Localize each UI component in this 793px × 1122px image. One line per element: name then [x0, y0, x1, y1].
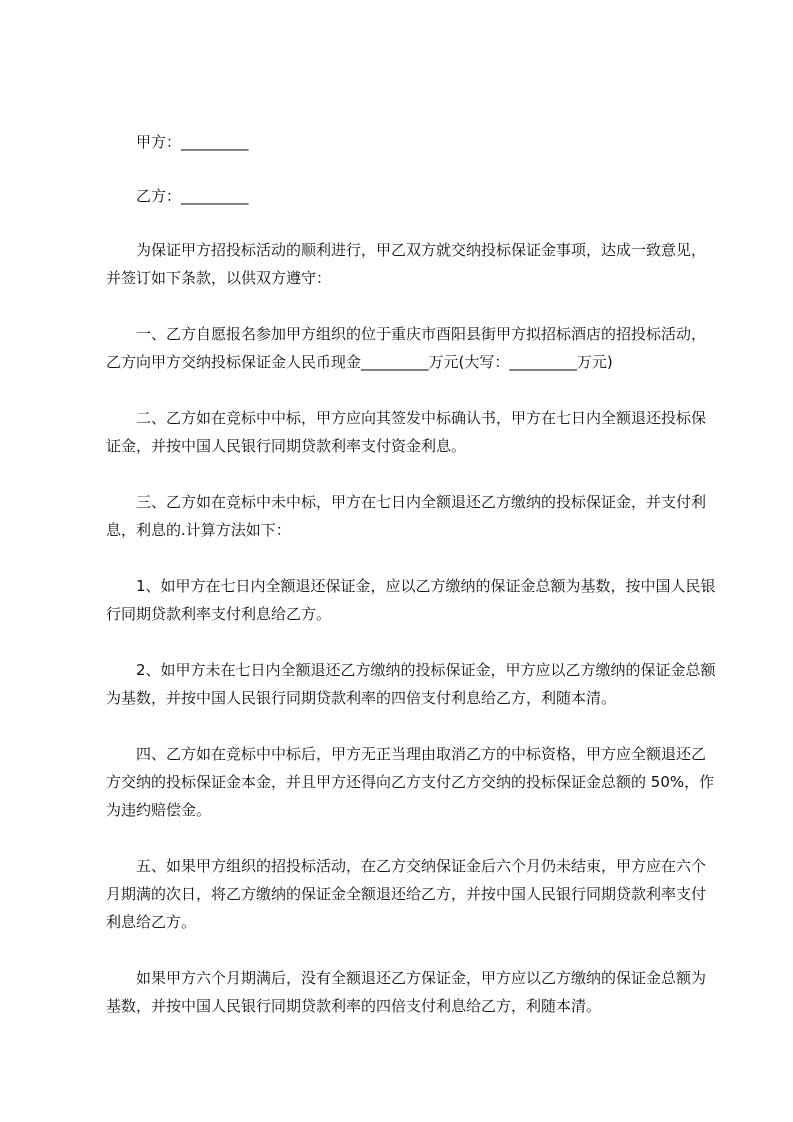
clause-3: 三、乙方如在竞标中未中标，甲方在七日内全额退还乙方缴纳的投标保证金，并支付利息，利息的.计算方法如下： [106, 493, 707, 539]
clause-1: 一、乙方自愿报名参加甲方组织的位于重庆市酉阳县街甲方拟招标酒店的招投标活动，乙方向甲方交纳投标保证金人民币现金_________万元(大写：_________万元) [106, 325, 707, 371]
clause-3-item-1: 1、如甲方在七日内全额退还保证金，应以乙方缴纳的保证金总额为基数，按中国人民银行同期贷款利率支付利息给乙方。 [106, 577, 716, 623]
clause-5: 五、如果甲方组织的招投标活动，在乙方交纳保证金后六个月仍未结束，甲方应在六个月期满的次日，将乙方缴纳的保证金全额退还给乙方，并按中国人民银行同期贷款利率支付利息给乙方。 [106, 857, 707, 931]
document-body [106, 128, 716, 1048]
clause-5-supplement: 如果甲方六个月期满后，没有全额退还乙方保证金，甲方应以乙方缴纳的保证金总额为基数，并按中国人民银行同期贷款利率的四倍支付利息给乙方，利随本清。 [106, 969, 707, 1015]
party-b-line: 乙方：_________ [136, 187, 249, 205]
clause-3-item-2: 2、如甲方未在七日内全额退还乙方缴纳的投标保证金，甲方应以乙方缴纳的保证金总额为基数，并按中国人民银行同期贷款利率的四倍支付利息给乙方，利随本清。 [106, 661, 716, 707]
clause-4: 四、乙方如在竞标中中标后，甲方无正当理由取消乙方的中标资格，甲方应全额退还乙方交纳的投标保证金本金，并且甲方还得向乙方支付乙方交纳的投标保证金总额的 50%，作为违约赔偿金。 [106, 745, 715, 819]
party-a-line: 甲方：_________ [136, 133, 249, 151]
clause-2: 二、乙方如在竞标中中标，甲方应向其签发中标确认书，甲方在七日内全额退还投标保证金，并按中国人民银行同期贷款利率支付资金利息。 [106, 409, 707, 455]
intro-paragraph: 为保证甲方招投标活动的顺利进行，甲乙双方就交纳投标保证金事项，达成一致意见，并签订如下条款，以供双方遵守： [106, 241, 707, 287]
